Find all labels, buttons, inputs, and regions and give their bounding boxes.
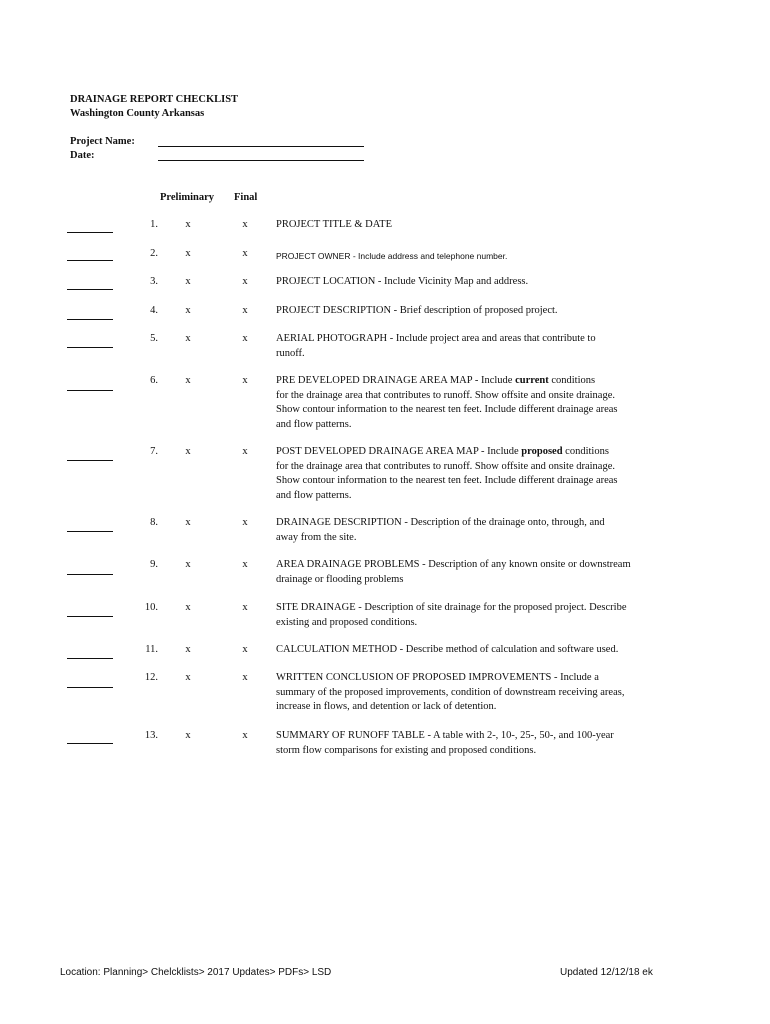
final-mark: x bbox=[242, 517, 248, 528]
checkoff-line[interactable] bbox=[67, 390, 113, 391]
checkoff-line[interactable] bbox=[67, 460, 113, 461]
preliminary-mark: x bbox=[185, 730, 191, 741]
final-mark: x bbox=[242, 333, 248, 344]
checkoff-line[interactable] bbox=[67, 658, 113, 659]
final-mark: x bbox=[242, 672, 248, 683]
item-description: PROJECT TITLE & DATE bbox=[276, 219, 392, 230]
final-mark: x bbox=[242, 248, 248, 259]
item-description-lead: PRE DEVELOPED DRAINAGE AREA MAP - Include bbox=[276, 375, 516, 386]
preliminary-mark: x bbox=[185, 559, 191, 570]
checkoff-line[interactable] bbox=[67, 687, 113, 688]
item-description-lead: POST DEVELOPED DRAINAGE AREA MAP - Include bbox=[276, 446, 522, 457]
item-number: 10. bbox=[144, 602, 158, 613]
item-number: 6. bbox=[150, 375, 158, 386]
footer-location: Location: Planning> Chelcklists> 2017 Updates> PDFs> LSD bbox=[60, 967, 332, 978]
item-description: DRAINAGE DESCRIPTION - Description of the drainage onto, through, and away from the site. bbox=[276, 517, 605, 543]
preliminary-mark: x bbox=[185, 602, 191, 613]
item-description-tail: conditions bbox=[548, 375, 596, 386]
item-number: 8. bbox=[150, 517, 158, 528]
date-label: Date: bbox=[70, 150, 95, 161]
document-subtitle: Washington County Arkansas bbox=[70, 108, 205, 119]
item-description-detail: for the drainage area that contributes to runoff. Show offsite and onsite drainage. Show contour information to the nearest ten feet. Include different drainage areas and flow patterns. bbox=[276, 460, 618, 501]
item-number: 12. bbox=[144, 672, 158, 683]
checkoff-line[interactable] bbox=[67, 260, 113, 261]
item-description: PROJECT OWNER - Include address and telephone number. bbox=[276, 251, 508, 261]
item-description: AREA DRAINAGE PROBLEMS - Description of any known onsite or downstream drainage or flooding problems bbox=[276, 559, 631, 585]
checkoff-line[interactable] bbox=[67, 574, 113, 575]
item-description: AERIAL PHOTOGRAPH - Include project area and areas that contribute to runoff. bbox=[276, 333, 596, 359]
item-description: PROJECT LOCATION - Include Vicinity Map and address. bbox=[276, 276, 529, 287]
checkoff-line[interactable] bbox=[67, 347, 113, 348]
preliminary-column-header: Preliminary bbox=[160, 192, 215, 203]
preliminary-mark: x bbox=[185, 219, 191, 230]
project-name-field[interactable] bbox=[158, 146, 364, 147]
item-number: 9. bbox=[150, 559, 158, 570]
item-number: 4. bbox=[150, 305, 158, 316]
item-description: SUMMARY OF RUNOFF TABLE - A table with 2-, 10-, 25-, 50-, and 100-year storm flow comparisons for existing and proposed conditions. bbox=[276, 730, 614, 756]
checkoff-line[interactable] bbox=[67, 289, 113, 290]
final-mark: x bbox=[242, 602, 248, 613]
item-description-tail: conditions bbox=[562, 446, 609, 457]
item-number: 3. bbox=[150, 276, 158, 287]
item-description bbox=[276, 445, 636, 503]
final-mark: x bbox=[242, 730, 248, 741]
item-number: 11. bbox=[145, 644, 158, 655]
item-number: 1. bbox=[150, 219, 158, 230]
project-name-label: Project Name: bbox=[70, 136, 135, 147]
final-mark: x bbox=[242, 644, 248, 655]
item-number: 7. bbox=[150, 446, 158, 457]
item-description-emphasis: proposed bbox=[521, 446, 563, 457]
final-mark: x bbox=[242, 559, 248, 570]
document-title: DRAINAGE REPORT CHECKLIST bbox=[70, 94, 239, 105]
checkoff-line[interactable] bbox=[67, 616, 113, 617]
final-mark: x bbox=[242, 375, 248, 386]
final-mark: x bbox=[242, 219, 248, 230]
date-field[interactable] bbox=[158, 160, 364, 161]
item-description: WRITTEN CONCLUSION OF PROPOSED IMPROVEMENTS - Include a summary of the proposed improvements, condition of downstream receiving areas, increase in flows, and detention or lack of detention. bbox=[276, 672, 625, 712]
item-number: 13. bbox=[144, 730, 158, 741]
item-description: CALCULATION METHOD - Describe method of calculation and software used. bbox=[276, 644, 619, 655]
checkoff-line[interactable] bbox=[67, 232, 113, 233]
item-description bbox=[276, 374, 636, 432]
item-description: SITE DRAINAGE - Description of site drainage for the proposed project. Describe existing and proposed conditions. bbox=[276, 602, 627, 628]
item-description: PROJECT DESCRIPTION - Brief description of proposed project. bbox=[276, 305, 558, 316]
preliminary-mark: x bbox=[185, 672, 191, 683]
final-mark: x bbox=[242, 305, 248, 316]
final-column-header: Final bbox=[234, 192, 258, 203]
item-number: 5. bbox=[150, 333, 158, 344]
final-mark: x bbox=[242, 446, 248, 457]
checkoff-line[interactable] bbox=[67, 319, 113, 320]
preliminary-mark: x bbox=[185, 333, 191, 344]
final-mark: x bbox=[242, 276, 248, 287]
item-description-emphasis: current bbox=[515, 375, 549, 386]
footer-updated: Updated 12/12/18 ek bbox=[560, 967, 653, 978]
preliminary-mark: x bbox=[185, 446, 191, 457]
preliminary-mark: x bbox=[185, 248, 191, 259]
item-number: 2. bbox=[150, 248, 158, 259]
checkoff-line[interactable] bbox=[67, 743, 113, 744]
preliminary-mark: x bbox=[185, 276, 191, 287]
preliminary-mark: x bbox=[185, 305, 191, 316]
preliminary-mark: x bbox=[185, 644, 191, 655]
preliminary-mark: x bbox=[185, 517, 191, 528]
preliminary-mark: x bbox=[185, 375, 191, 386]
item-description-detail: for the drainage area that contributes to runoff. Show offsite and onsite drainage. Show contour information to the nearest ten feet. Include different drainage areas and flow patterns. bbox=[276, 389, 618, 430]
checkoff-line[interactable] bbox=[67, 531, 113, 532]
